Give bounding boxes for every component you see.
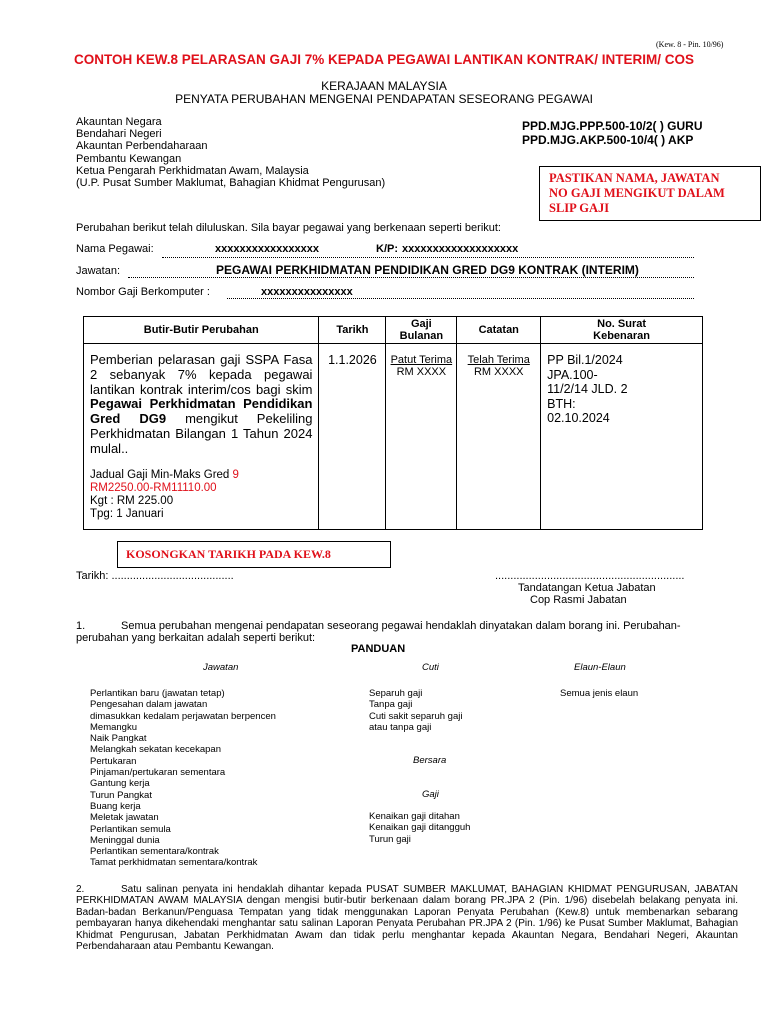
list-item: Turun Pangkat [90, 789, 152, 801]
note-line: NO GAJI MENGIKUT DALAM [549, 186, 725, 200]
nombor-gaji-label: Nombor Gaji Berkomputer : [76, 286, 210, 298]
table-row [84, 344, 703, 530]
list-item: Kenaikan gaji ditangguh [369, 822, 471, 834]
addressee-list [76, 116, 385, 189]
panduan-heading-jawatan: Jawatan [203, 662, 239, 673]
list-item: Perlantikan sementara/kontrak [90, 846, 219, 858]
gaji-list [369, 811, 470, 845]
addressee: (U.P. Pusat Sumber Maklumat, Bahagian Khidmat Pengurusan) [76, 177, 386, 190]
file-reference-akp: PPD.MJG.AKP.500-10/4( ) AKP [522, 133, 694, 147]
signature-line[interactable]: .............................................................. [495, 570, 685, 582]
patut-terima-label: Patut Terima [390, 354, 453, 366]
approval-letter-line: BTH: [547, 396, 576, 411]
paragraph-1-text: Semua perubahan mengenai pendapatan seseorang pegawai hendaklah dinyatakan dalam borang ini. Perubahan- [121, 620, 681, 632]
change-date[interactable]: 1.1.2026 [328, 353, 377, 367]
kp-value[interactable]: xxxxxxxxxxxxxxxxxxx [402, 243, 519, 255]
list-item: Perlantikan baru (jawatan tetap) [90, 688, 225, 699]
paragraph-1-number: 1. [76, 620, 86, 632]
kp-label: K/P: [376, 243, 398, 255]
list-item: Melangkah sekatan kecekapan [90, 744, 221, 756]
empty-date-note-box: KOSONGKAN TARIKH PADA KEW.8 [117, 541, 391, 568]
salary-range: RM2250.00-RM11110.00 [90, 481, 217, 494]
list-item: Cuti sakit separuh gaji [369, 710, 463, 722]
list-item: Meninggal dunia [90, 834, 160, 846]
list-item: Tamat perkhidmatan sementara/kontrak [90, 857, 258, 869]
addressee: Pembantu Kewangan [76, 152, 182, 165]
panduan-heading-bersara: Bersara [413, 755, 447, 766]
nama-label: Nama Pegawai: [76, 243, 154, 255]
list-item: Naik Pangkat [90, 733, 147, 745]
increment-amount: Kgt : RM 225.00 [90, 494, 174, 507]
panduan-title: PANDUAN [351, 643, 406, 655]
list-item: Perlantikan semula [90, 823, 171, 835]
addressee: Akauntan Negara [76, 116, 162, 128]
nama-value[interactable]: xxxxxxxxxxxxxxxxx [215, 243, 320, 255]
list-item: Kenaikan gaji ditahan [369, 811, 460, 822]
telah-terima-label: Telah Terima [467, 354, 530, 366]
jawatan-value[interactable]: PEGAWAI PERKHIDMATAN PENDIDIKAN GRED DG9 KONTRAK (INTERIM) [216, 263, 639, 277]
jawatan-list [90, 688, 276, 869]
list-item: Pertukaran [90, 755, 137, 767]
surat-kebenaran-cell [541, 344, 703, 530]
butir-perubahan-cell [84, 344, 319, 530]
elaun-list-item: Semua jenis elaun [560, 688, 639, 699]
panduan-heading-cuti: Cuti [422, 662, 439, 673]
government-heading [0, 80, 768, 106]
column-header: Catatan [457, 317, 541, 344]
paragraph-2-text: Satu salinan penyata ini hendaklah dihantar kepada PUSAT SUMBER MAKLUMAT, BAHAGIAN KHIDMAT PENGURUSAN, JABATAN PERKHIDMATAN AWAM MALAYSIA dengan mengisi butir-butir berkenaan dalam borang PR.JPA 2 (Pin. 1/96) disebelah belakang penyata ini. Badan-badan Berkanun/Penguasa Tempatan yang tidak menggunakan Laporan Penyata Perubahan (Kew.8) untuk membenarkan sebarang pembayaran hanya dikehendaki menghantar satu salinan Laporan Penyata Perubahan PR.JPA 2 (Pin. 1/96) ke Pusat Sumber Maklumat, Bahagian Khidmat Pengurusan, Jabatan Perkhidmatan Awam dan tidak perlu menghantar kepada Akauntan Negara, Bendahari Negeri, Akauntan Perbendaharaan atau Pembantu Kewangan. [76, 884, 738, 953]
change-description-scheme: Pegawai Perkhidmatan Pendidikan Gred DG9 [90, 396, 313, 427]
list-item: dimasukkan kedalam perjawatan berpencen [90, 710, 276, 722]
salary-schedule [90, 469, 312, 521]
approval-letter-line: 02.10.2024 [547, 411, 610, 425]
changes-table [83, 316, 703, 530]
official-stamp-label: Cop Rasmi Jabatan [530, 594, 627, 606]
column-header: No. Surat Kebenaran [541, 317, 703, 344]
column-header: Butir-Butir Perubahan [84, 317, 319, 344]
addressee: Akauntan Perbendaharaan [76, 140, 208, 153]
change-description-circular: mengikut Pekeliling Perkhidmatan Bilangan 1 Tahun 2024 mulal.. [90, 411, 313, 456]
signature-label: Tandatangan Ketua Jabatan [518, 582, 656, 594]
list-item: atau tanpa gaji [369, 721, 432, 733]
form-reference: (Kew. 8 - Pin. 10/96) [656, 40, 724, 49]
list-item: Memangku [90, 721, 137, 733]
change-description: Pemberian pelarasan gaji SSPA Fasa 2 sebanyak 7% kepada pegawai lantikan kontrak interim/cos bagi skim [90, 352, 313, 397]
column-header: Gaji Bulanan [386, 317, 457, 344]
nombor-gaji-dotted-line [227, 298, 694, 299]
approval-letter-line: PP Bil.1/2024 [547, 353, 623, 367]
paragraph-2-number: 2. [76, 884, 85, 895]
file-reference-guru: PPD.MJG.PPP.500-10/2( ) GURU [522, 119, 703, 133]
panduan-heading-elaun: Elaun-Elaun [574, 662, 626, 673]
column-header: Tarikh [319, 317, 386, 344]
list-item: Gantung kerja [90, 778, 150, 790]
list-item: Turun gaji [369, 833, 411, 845]
nama-dotted-line [162, 257, 694, 258]
telah-terima-value[interactable]: RM XXXX [473, 366, 524, 378]
table-header-row [84, 317, 703, 344]
gaji-bulanan-cell [386, 344, 457, 530]
jawatan-label: Jawatan: [76, 265, 121, 277]
file-references [522, 119, 703, 147]
list-item: Separuh gaji [369, 688, 423, 699]
list-item: Tanpa gaji [369, 699, 413, 711]
document-title: CONTOH KEW.8 PELARASAN GAJI 7% KEPADA PEGAWAI LANTIKAN KONTRAK/ INTERIM/ COS [73, 52, 695, 67]
cuti-list [369, 688, 462, 733]
tarikh-field[interactable]: Tarikh: ........................................ [76, 570, 234, 582]
tarikh-cell [319, 344, 386, 530]
patut-terima-value[interactable]: RM XXXX [396, 366, 447, 378]
note-line: PASTIKAN NAMA, JAWATAN [549, 171, 720, 185]
intro-text: Perubahan berikut telah diluluskan. Sila bayar pegawai yang berkenaan seperti berikut: [76, 222, 501, 234]
list-item: Meletak jawatan [90, 812, 159, 824]
addressee: Ketua Pengarah Perkhidmatan Awam, Malaysia [76, 164, 309, 177]
approval-letter-line: JPA.100- [547, 367, 598, 382]
panduan-heading-gaji: Gaji [422, 789, 439, 800]
increment-date: Tpg: 1 Januari [90, 507, 164, 520]
list-item: Buang kerja [90, 800, 141, 812]
statement-title: PENYATA PERUBAHAN MENGENAI PENDAPATAN SESEORANG PEGAWAI [175, 92, 593, 106]
note-line: SLIP GAJI [549, 201, 610, 215]
salary-schedule-label: Jadual Gaji Min-Maks Gred [90, 468, 233, 481]
jawatan-dotted-line [128, 277, 694, 278]
paragraph-1-text-continued: perubahan yang berkaitan adalah seperti berikut: [76, 632, 316, 644]
reminder-note-box [539, 166, 761, 221]
approval-letter-line: 11/2/14 JLD. 2 [547, 382, 628, 396]
list-item: Pengesahan dalam jawatan [90, 699, 208, 711]
addressee: Bendahari Negeri [76, 128, 162, 141]
salary-schedule-grade: 9 [232, 468, 239, 481]
nombor-gaji-value[interactable]: xxxxxxxxxxxxxxx [261, 286, 353, 298]
list-item: Pinjaman/pertukaran sementara [90, 767, 226, 779]
government-name: KERAJAAN MALAYSIA [321, 79, 447, 93]
catatan-cell [457, 344, 541, 530]
